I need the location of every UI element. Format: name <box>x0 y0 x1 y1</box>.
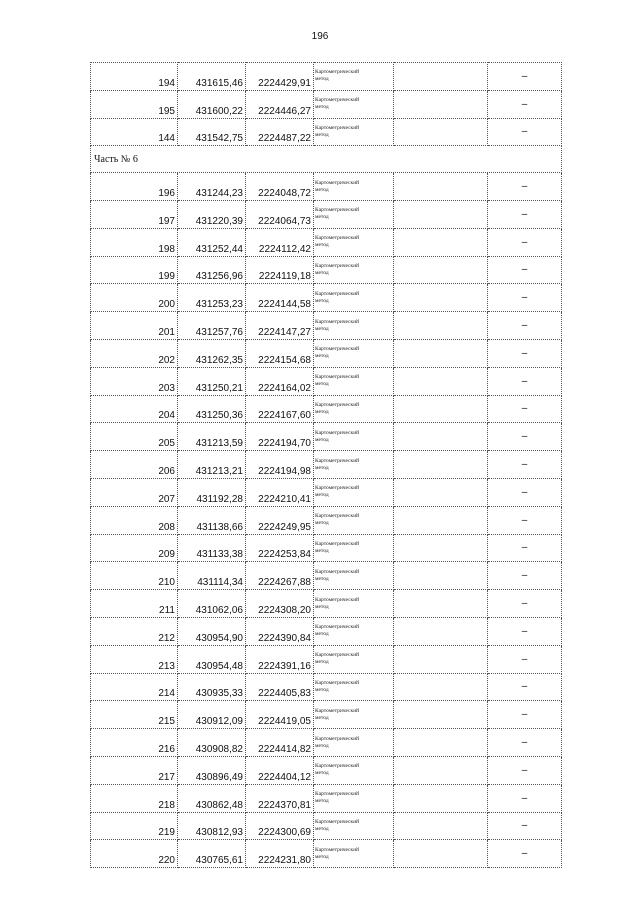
empty-cell <box>394 118 488 146</box>
point-number-cell: 211 <box>91 590 178 618</box>
x-coordinate-cell: 431220,39 <box>178 200 246 228</box>
section-title: Часть № 6 <box>91 146 562 173</box>
x-coordinate-cell: 430896,49 <box>178 756 246 784</box>
table-row <box>91 367 562 395</box>
y-coordinate-cell: 2224249,95 <box>246 506 314 534</box>
y-coordinate-cell: 2224119,18 <box>246 256 314 284</box>
dash-cell: – <box>488 284 562 312</box>
page-number: 196 <box>311 31 329 42</box>
x-coordinate-cell: 430908,82 <box>178 729 246 757</box>
x-coordinate-cell: 431213,59 <box>178 423 246 451</box>
dash-cell: – <box>488 451 562 479</box>
y-coordinate-cell: 2224300,69 <box>246 812 314 840</box>
empty-cell <box>394 840 488 868</box>
x-coordinate-cell: 430912,09 <box>178 701 246 729</box>
dash-cell: – <box>488 423 562 451</box>
x-coordinate-cell: 431256,96 <box>178 256 246 284</box>
y-coordinate-cell: 2224308,20 <box>246 590 314 618</box>
x-coordinate-cell: 431253,23 <box>178 284 246 312</box>
table-row <box>91 90 562 118</box>
x-coordinate-cell: 431133,38 <box>178 534 246 562</box>
table-row <box>91 506 562 534</box>
method-cell: Картометрический метод <box>314 645 394 673</box>
x-coordinate-cell: 431114,34 <box>178 562 246 590</box>
point-number-cell: 203 <box>91 367 178 395</box>
y-coordinate-cell: 2224210,41 <box>246 478 314 506</box>
y-coordinate-cell: 2224164,02 <box>246 367 314 395</box>
point-number-cell: 199 <box>91 256 178 284</box>
method-cell: Картометрический метод <box>314 562 394 590</box>
empty-cell <box>394 534 488 562</box>
table-row <box>91 395 562 423</box>
x-coordinate-cell: 431192,28 <box>178 478 246 506</box>
x-coordinate-cell: 431244,23 <box>178 173 246 201</box>
method-cell: Картометрический метод <box>314 173 394 201</box>
method-cell: Картометрический метод <box>314 812 394 840</box>
y-coordinate-cell: 2224267,88 <box>246 562 314 590</box>
empty-cell <box>394 478 488 506</box>
method-cell: Картометрический метод <box>314 617 394 645</box>
empty-cell <box>394 617 488 645</box>
point-number-cell: 215 <box>91 701 178 729</box>
table-row <box>91 645 562 673</box>
y-coordinate-cell: 2224391,16 <box>246 645 314 673</box>
empty-cell <box>394 506 488 534</box>
x-coordinate-cell: 430812,93 <box>178 812 246 840</box>
table-row <box>91 673 562 701</box>
table-row <box>91 812 562 840</box>
x-coordinate-cell: 430765,61 <box>178 840 246 868</box>
empty-cell <box>394 173 488 201</box>
x-coordinate-cell: 431250,36 <box>178 395 246 423</box>
method-cell: Картометрический метод <box>314 367 394 395</box>
table-row <box>91 200 562 228</box>
dash-cell: – <box>488 756 562 784</box>
table-row <box>91 617 562 645</box>
table-row <box>91 784 562 812</box>
empty-cell <box>394 63 488 91</box>
y-coordinate-cell: 2224112,42 <box>246 228 314 256</box>
method-cell: Картометрический метод <box>314 451 394 479</box>
section-row <box>91 146 562 173</box>
point-number-cell: 207 <box>91 478 178 506</box>
section-header-body <box>91 146 562 173</box>
dash-cell: – <box>488 673 562 701</box>
empty-cell <box>394 312 488 340</box>
table-row <box>91 118 562 146</box>
point-number-cell: 214 <box>91 673 178 701</box>
x-coordinate-cell: 430954,48 <box>178 645 246 673</box>
method-cell: Картометрический метод <box>314 590 394 618</box>
point-number-cell: 219 <box>91 812 178 840</box>
point-number-cell: 205 <box>91 423 178 451</box>
empty-cell <box>394 339 488 367</box>
empty-cell <box>394 367 488 395</box>
empty-cell <box>394 673 488 701</box>
dash-cell: – <box>488 701 562 729</box>
table-row <box>91 729 562 757</box>
method-cell: Картометрический метод <box>314 506 394 534</box>
x-coordinate-cell: 431213,21 <box>178 451 246 479</box>
dash-cell: – <box>488 367 562 395</box>
point-number-cell: 195 <box>91 90 178 118</box>
empty-cell <box>394 395 488 423</box>
y-coordinate-cell: 2224253,84 <box>246 534 314 562</box>
dash-cell: – <box>488 534 562 562</box>
point-number-cell: 197 <box>91 200 178 228</box>
empty-cell <box>394 756 488 784</box>
table-row <box>91 63 562 91</box>
table-row <box>91 701 562 729</box>
table-row <box>91 228 562 256</box>
method-cell: Картометрический метод <box>314 63 394 91</box>
point-number-cell: 198 <box>91 228 178 256</box>
y-coordinate-cell: 2224147,27 <box>246 312 314 340</box>
y-coordinate-cell: 2224404,12 <box>246 756 314 784</box>
table-row <box>91 284 562 312</box>
table-row <box>91 451 562 479</box>
method-cell: Картометрический метод <box>314 312 394 340</box>
y-coordinate-cell: 2224446,27 <box>246 90 314 118</box>
method-cell: Картометрический метод <box>314 395 394 423</box>
y-coordinate-cell: 2224487,22 <box>246 118 314 146</box>
dash-cell: – <box>488 478 562 506</box>
y-coordinate-cell: 2224144,58 <box>246 284 314 312</box>
dash-cell: – <box>488 729 562 757</box>
empty-cell <box>394 90 488 118</box>
table-row <box>91 312 562 340</box>
point-number-cell: 210 <box>91 562 178 590</box>
dash-cell: – <box>488 784 562 812</box>
empty-cell <box>394 228 488 256</box>
point-number-cell: 202 <box>91 339 178 367</box>
dash-cell: – <box>488 506 562 534</box>
dash-cell: – <box>488 812 562 840</box>
table-row <box>91 256 562 284</box>
point-number-cell: 196 <box>91 173 178 201</box>
dash-cell: – <box>488 63 562 91</box>
empty-cell <box>394 590 488 618</box>
y-coordinate-cell: 2224370,81 <box>246 784 314 812</box>
x-coordinate-cell: 431252,44 <box>178 228 246 256</box>
dash-cell: – <box>488 840 562 868</box>
point-number-cell: 209 <box>91 534 178 562</box>
dash-cell: – <box>488 562 562 590</box>
y-coordinate-cell: 2224048,72 <box>246 173 314 201</box>
empty-cell <box>394 423 488 451</box>
method-cell: Картометрический метод <box>314 729 394 757</box>
point-number-cell: 206 <box>91 451 178 479</box>
point-number-cell: 201 <box>91 312 178 340</box>
dash-cell: – <box>488 173 562 201</box>
empty-cell <box>394 812 488 840</box>
method-cell: Картометрический метод <box>314 256 394 284</box>
table-row <box>91 423 562 451</box>
point-number-cell: 200 <box>91 284 178 312</box>
method-cell: Картометрический метод <box>314 339 394 367</box>
x-coordinate-cell: 431062,06 <box>178 590 246 618</box>
table-row <box>91 840 562 868</box>
x-coordinate-cell: 430954,90 <box>178 617 246 645</box>
table-row <box>91 534 562 562</box>
y-coordinate-cell: 2224194,98 <box>246 451 314 479</box>
point-number-cell: 144 <box>91 118 178 146</box>
y-coordinate-cell: 2224429,91 <box>246 63 314 91</box>
method-cell: Картометрический метод <box>314 701 394 729</box>
method-cell: Картометрический метод <box>314 673 394 701</box>
table-row <box>91 756 562 784</box>
method-cell: Картометрический метод <box>314 478 394 506</box>
method-cell: Картометрический метод <box>314 534 394 562</box>
dash-cell: – <box>488 256 562 284</box>
dash-cell: – <box>488 617 562 645</box>
y-coordinate-cell: 2224419,05 <box>246 701 314 729</box>
method-cell: Картометрический метод <box>314 228 394 256</box>
dash-cell: – <box>488 200 562 228</box>
empty-cell <box>394 200 488 228</box>
method-cell: Картометрический метод <box>314 284 394 312</box>
point-number-cell: 194 <box>91 63 178 91</box>
method-cell: Картометрический метод <box>314 423 394 451</box>
point-number-cell: 217 <box>91 756 178 784</box>
dash-cell: – <box>488 312 562 340</box>
y-coordinate-cell: 2224154,68 <box>246 339 314 367</box>
empty-cell <box>394 256 488 284</box>
x-coordinate-cell: 430862,48 <box>178 784 246 812</box>
x-coordinate-cell: 431250,21 <box>178 367 246 395</box>
method-cell: Картометрический метод <box>314 784 394 812</box>
empty-cell <box>394 451 488 479</box>
dash-cell: – <box>488 90 562 118</box>
method-cell: Картометрический метод <box>314 756 394 784</box>
method-cell: Картометрический метод <box>314 90 394 118</box>
point-number-cell: 220 <box>91 840 178 868</box>
y-coordinate-cell: 2224167,60 <box>246 395 314 423</box>
point-number-cell: 204 <box>91 395 178 423</box>
y-coordinate-cell: 2224064,73 <box>246 200 314 228</box>
point-number-cell: 218 <box>91 784 178 812</box>
method-cell: Картометрический метод <box>314 200 394 228</box>
coordinates-table <box>90 62 562 868</box>
dash-cell: – <box>488 339 562 367</box>
method-cell: Картометрический метод <box>314 118 394 146</box>
dash-cell: – <box>488 590 562 618</box>
point-number-cell: 216 <box>91 729 178 757</box>
table-row <box>91 562 562 590</box>
x-coordinate-cell: 430935,33 <box>178 673 246 701</box>
dash-cell: – <box>488 228 562 256</box>
table-row <box>91 478 562 506</box>
table-row <box>91 590 562 618</box>
y-coordinate-cell: 2224405,83 <box>246 673 314 701</box>
table-row <box>91 339 562 367</box>
x-coordinate-cell: 431262,35 <box>178 339 246 367</box>
empty-cell <box>394 284 488 312</box>
method-cell: Картометрический метод <box>314 840 394 868</box>
point-number-cell: 213 <box>91 645 178 673</box>
point-number-cell: 212 <box>91 617 178 645</box>
x-coordinate-cell: 431600,22 <box>178 90 246 118</box>
table-body-after <box>91 173 562 868</box>
x-coordinate-cell: 431257,76 <box>178 312 246 340</box>
table-row <box>91 173 562 201</box>
dash-cell: – <box>488 395 562 423</box>
x-coordinate-cell: 431542,75 <box>178 118 246 146</box>
y-coordinate-cell: 2224231,80 <box>246 840 314 868</box>
empty-cell <box>394 784 488 812</box>
y-coordinate-cell: 2224194,70 <box>246 423 314 451</box>
dash-cell: – <box>488 118 562 146</box>
x-coordinate-cell: 431138,66 <box>178 506 246 534</box>
empty-cell <box>394 562 488 590</box>
table-body-before <box>91 63 562 146</box>
point-number-cell: 208 <box>91 506 178 534</box>
y-coordinate-cell: 2224414,82 <box>246 729 314 757</box>
empty-cell <box>394 701 488 729</box>
y-coordinate-cell: 2224390,84 <box>246 617 314 645</box>
x-coordinate-cell: 431615,46 <box>178 63 246 91</box>
dash-cell: – <box>488 645 562 673</box>
empty-cell <box>394 729 488 757</box>
empty-cell <box>394 645 488 673</box>
